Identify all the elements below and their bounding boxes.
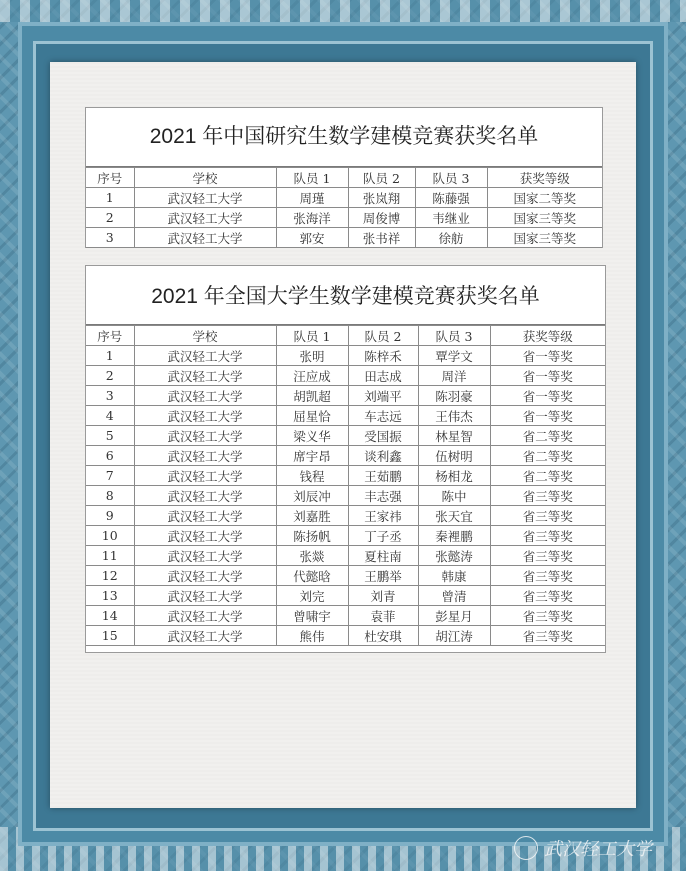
col-header-award: 获奖等级: [490, 326, 605, 346]
table-row: [86, 466, 605, 486]
cell-member-2: 周俊博: [348, 208, 415, 228]
graduate-awards-table-box: [85, 107, 603, 248]
cell-index: 8: [86, 486, 134, 506]
cell-index: 3: [86, 386, 134, 406]
col-header-index: 序号: [86, 168, 134, 188]
cell-member-2: 王家祎: [348, 506, 418, 526]
col-header-school: 学校: [134, 168, 276, 188]
table-row: [86, 446, 605, 466]
cell-member-3: 周洋: [418, 366, 490, 386]
cell-school: 武汉轻工大学: [134, 606, 276, 626]
undergrad-awards-table: [86, 325, 605, 646]
cell-award: 国家三等奖: [487, 208, 602, 228]
cell-member-3: 韦继业: [415, 208, 487, 228]
cell-member-3: 林星智: [418, 426, 490, 446]
graduate-awards-body: [86, 188, 602, 248]
cell-member-1: 熊伟: [276, 626, 348, 646]
cell-school: 武汉轻工大学: [134, 626, 276, 646]
cell-member-3: 陈羽豪: [418, 386, 490, 406]
table-header-row: [86, 168, 602, 188]
university-logo: [514, 833, 664, 863]
table-row: [86, 188, 602, 208]
university-seal-icon: [514, 836, 538, 860]
table-row: [86, 426, 605, 446]
cell-index: 2: [86, 208, 134, 228]
cell-member-2: 王鹏举: [348, 566, 418, 586]
cell-member-1: 刘完: [276, 586, 348, 606]
table-row: [86, 208, 602, 228]
cell-member-1: 周瑾: [276, 188, 348, 208]
table-row: [86, 366, 605, 386]
cell-index: 9: [86, 506, 134, 526]
cell-member-2: 夏柱南: [348, 546, 418, 566]
cell-member-2: 张岚翔: [348, 188, 415, 208]
cell-member-1: 胡凯超: [276, 386, 348, 406]
col-header-member-3: 队员 3: [415, 168, 487, 188]
cell-member-3: 张懿涛: [418, 546, 490, 566]
cell-index: 1: [86, 188, 134, 208]
cell-school: 武汉轻工大学: [134, 188, 276, 208]
cell-school: 武汉轻工大学: [134, 426, 276, 446]
cell-award: 省一等奖: [490, 366, 605, 386]
cell-school: 武汉轻工大学: [134, 546, 276, 566]
cell-member-1: 刘辰冲: [276, 486, 348, 506]
cell-index: 3: [86, 228, 134, 248]
cell-school: 武汉轻工大学: [134, 346, 276, 366]
cell-award: 省一等奖: [490, 346, 605, 366]
cell-index: 13: [86, 586, 134, 606]
cell-member-3: 陈藤强: [415, 188, 487, 208]
table-row: [86, 486, 605, 506]
cell-member-3: 韩康: [418, 566, 490, 586]
cell-school: 武汉轻工大学: [134, 586, 276, 606]
cell-member-2: 受国振: [348, 426, 418, 446]
cell-member-3: 陈中: [418, 486, 490, 506]
cell-member-3: 徐舫: [415, 228, 487, 248]
cell-school: 武汉轻工大学: [134, 446, 276, 466]
cell-index: 5: [86, 426, 134, 446]
cell-index: 6: [86, 446, 134, 466]
table-row: [86, 406, 605, 426]
cell-school: 武汉轻工大学: [134, 386, 276, 406]
cell-member-1: 张明: [276, 346, 348, 366]
cell-member-3: 彭星月: [418, 606, 490, 626]
cell-member-2: 丰志强: [348, 486, 418, 506]
cell-member-1: 曾啸宇: [276, 606, 348, 626]
cell-member-1: 汪应成: [276, 366, 348, 386]
cell-index: 4: [86, 406, 134, 426]
cell-member-3: 胡江涛: [418, 626, 490, 646]
graduate-awards-title: 2021 年中国研究生数学建模竞赛获奖名单: [86, 108, 602, 167]
cell-school: 武汉轻工大学: [134, 366, 276, 386]
cell-member-1: 钱程: [276, 466, 348, 486]
cell-index: 12: [86, 566, 134, 586]
cell-award: 省三等奖: [490, 626, 605, 646]
cell-member-3: 王伟杰: [418, 406, 490, 426]
col-header-member-1: 队员 1: [276, 326, 348, 346]
col-header-school: 学校: [134, 326, 276, 346]
table-row: [86, 606, 605, 626]
table-row: [86, 586, 605, 606]
undergrad-awards-title: 2021 年全国大学生数学建模竞赛获奖名单: [86, 266, 605, 325]
cell-award: 省二等奖: [490, 466, 605, 486]
table-row: [86, 566, 605, 586]
cell-index: 11: [86, 546, 134, 566]
cell-member-3: 秦裡鹏: [418, 526, 490, 546]
cell-member-3: 覃学文: [418, 346, 490, 366]
cell-award: 省三等奖: [490, 486, 605, 506]
cell-member-3: 伍树明: [418, 446, 490, 466]
col-header-member-2: 队员 2: [348, 326, 418, 346]
cell-award: 省三等奖: [490, 546, 605, 566]
cell-member-2: 杜安琪: [348, 626, 418, 646]
table-header-row: [86, 326, 605, 346]
cell-award: 省一等奖: [490, 406, 605, 426]
col-header-index: 序号: [86, 326, 134, 346]
cell-award: 省三等奖: [490, 586, 605, 606]
cell-member-2: 刘青: [348, 586, 418, 606]
table-row: [86, 346, 605, 366]
graduate-awards-table: [86, 167, 602, 248]
cell-member-2: 谈利鑫: [348, 446, 418, 466]
university-logo-text: 武汉轻工大学: [544, 839, 652, 860]
cell-member-1: 席宇昂: [276, 446, 348, 466]
cell-member-3: 杨相龙: [418, 466, 490, 486]
cell-school: 武汉轻工大学: [134, 406, 276, 426]
cell-school: 武汉轻工大学: [134, 208, 276, 228]
cell-member-2: 车志远: [348, 406, 418, 426]
cell-member-3: 张天宜: [418, 506, 490, 526]
table-row: [86, 228, 602, 248]
cell-member-2: 丁子丞: [348, 526, 418, 546]
decorative-band-top: [0, 0, 686, 22]
cell-member-1: 郭安: [276, 228, 348, 248]
cell-award: 省三等奖: [490, 506, 605, 526]
col-header-member-1: 队员 1: [276, 168, 348, 188]
cell-school: 武汉轻工大学: [134, 506, 276, 526]
cell-member-1: 张燚: [276, 546, 348, 566]
col-header-member-2: 队员 2: [348, 168, 415, 188]
cell-award: 省三等奖: [490, 606, 605, 626]
cell-member-2: 袁菲: [348, 606, 418, 626]
cell-member-2: 刘端平: [348, 386, 418, 406]
cell-index: 7: [86, 466, 134, 486]
table-row: [86, 506, 605, 526]
undergrad-awards-table-box: [85, 265, 606, 653]
cell-member-1: 屈星恰: [276, 406, 348, 426]
cell-award: 省三等奖: [490, 526, 605, 546]
cell-member-3: 曾清: [418, 586, 490, 606]
undergrad-awards-body: [86, 346, 605, 646]
cell-award: 省一等奖: [490, 386, 605, 406]
cell-school: 武汉轻工大学: [134, 566, 276, 586]
cell-award: 国家三等奖: [487, 228, 602, 248]
cell-school: 武汉轻工大学: [134, 466, 276, 486]
cell-member-2: 田志成: [348, 366, 418, 386]
cell-school: 武汉轻工大学: [134, 486, 276, 506]
cell-member-1: 代懿晗: [276, 566, 348, 586]
cell-award: 省二等奖: [490, 426, 605, 446]
cell-award: 省三等奖: [490, 566, 605, 586]
table-row: [86, 626, 605, 646]
cell-award: 国家二等奖: [487, 188, 602, 208]
col-header-member-3: 队员 3: [418, 326, 490, 346]
table-row: [86, 546, 605, 566]
table-row: [86, 386, 605, 406]
table-row: [86, 526, 605, 546]
cell-index: 15: [86, 626, 134, 646]
cell-member-2: 陈梓禾: [348, 346, 418, 366]
cell-member-1: 张海洋: [276, 208, 348, 228]
cell-member-1: 刘嘉胜: [276, 506, 348, 526]
cell-member-1: 梁义华: [276, 426, 348, 446]
cell-index: 2: [86, 366, 134, 386]
cell-index: 10: [86, 526, 134, 546]
cell-member-2: 王茹鹏: [348, 466, 418, 486]
cell-member-1: 陈扬帆: [276, 526, 348, 546]
col-header-award: 获奖等级: [487, 168, 602, 188]
cell-award: 省二等奖: [490, 446, 605, 466]
cell-index: 1: [86, 346, 134, 366]
cell-member-2: 张书祥: [348, 228, 415, 248]
cell-school: 武汉轻工大学: [134, 228, 276, 248]
cell-school: 武汉轻工大学: [134, 526, 276, 546]
cell-index: 14: [86, 606, 134, 626]
